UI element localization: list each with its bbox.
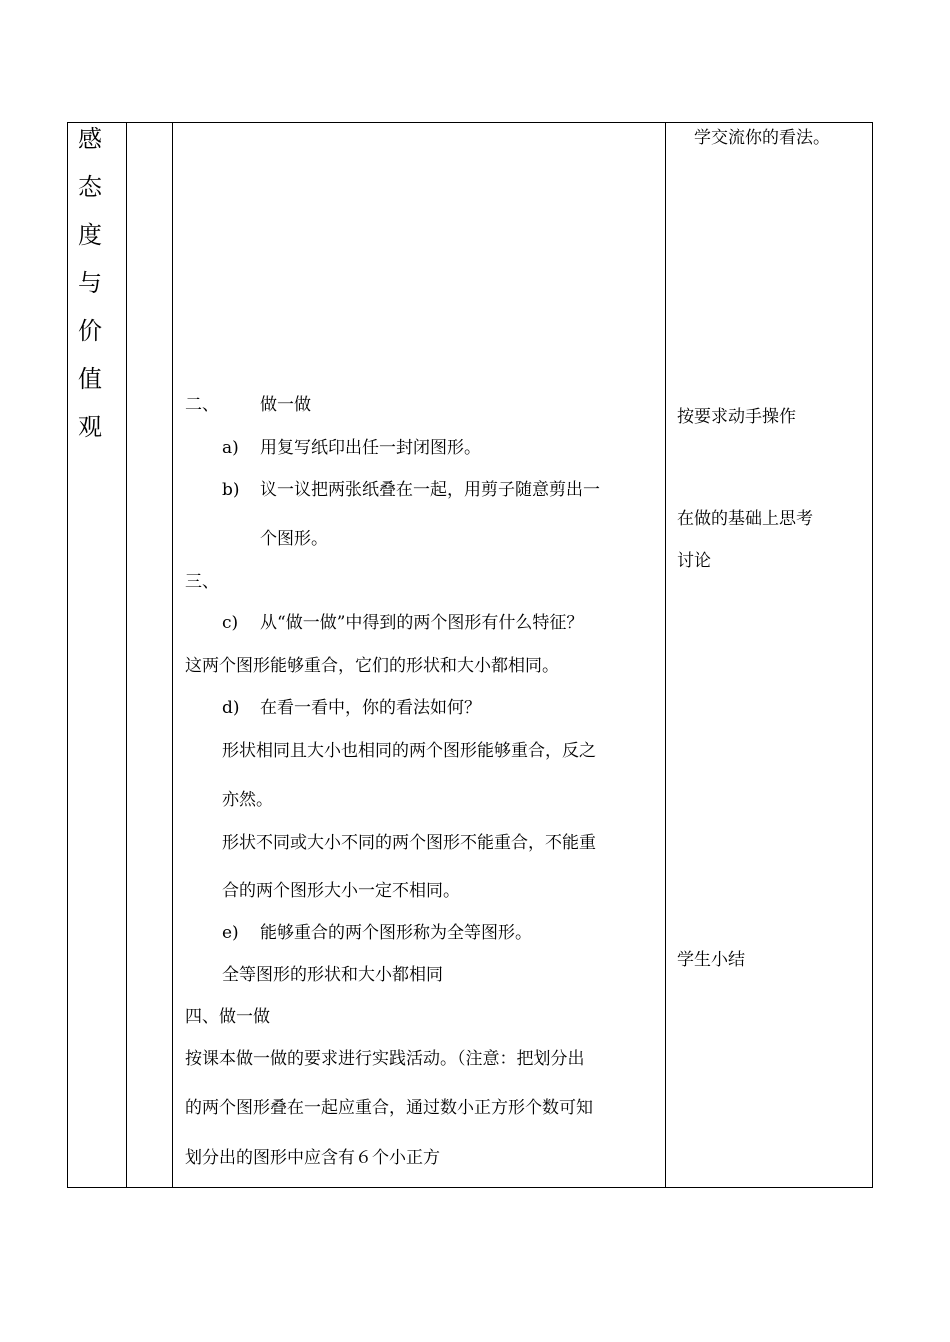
list-marker: e) xyxy=(222,923,239,943)
vertical-label-char: 感 xyxy=(78,125,102,153)
student-activity-note: 讨论 xyxy=(677,551,711,571)
answer-text: 形状不同或大小不同的两个图形不能重合，不能重 xyxy=(222,833,596,853)
student-activity-note: 按要求动手操作 xyxy=(677,407,796,427)
section-title: 做一做 xyxy=(260,395,311,415)
section-title: 四、做一做 xyxy=(185,1007,270,1027)
student-activity-note: 在做的基础上思考 xyxy=(677,509,813,529)
list-marker: c) xyxy=(222,613,239,633)
answer-text: 形状相同且大小也相同的两个图形能够重合，反之 xyxy=(222,741,596,761)
body-text: 按课本做一做的要求进行实践活动。（注意：把划分出 xyxy=(185,1049,585,1069)
column-divider xyxy=(172,122,173,1188)
student-activity-note: 学生小结 xyxy=(677,950,745,970)
vertical-label-char: 观 xyxy=(78,413,102,441)
list-item-text: 用复写纸印出任一封闭图形。 xyxy=(260,438,481,458)
column-divider xyxy=(126,122,127,1188)
vertical-label-char: 态 xyxy=(78,173,102,201)
body-text: 划分出的图形中应含有６个小正方 xyxy=(185,1148,440,1168)
lesson-table xyxy=(67,122,873,1188)
list-item-text: 能够重合的两个图形称为全等图形。 xyxy=(260,923,532,943)
list-marker: b) xyxy=(222,480,240,500)
answer-text: 这两个图形能够重合，它们的形状和大小都相同。 xyxy=(185,656,559,676)
list-item-text: 从“做一做”中得到的两个图形有什么特征？ xyxy=(260,613,584,633)
body-text: 的两个图形叠在一起应重合，通过数小正方形个数可知 xyxy=(185,1098,593,1118)
list-item-text: 议一议把两张纸叠在一起，用剪子随意剪出一 xyxy=(260,480,600,500)
column-divider xyxy=(665,122,666,1188)
section-number: 二、 xyxy=(185,395,219,415)
answer-text: 合的两个图形大小一定不相同。 xyxy=(222,881,460,901)
vertical-label-char: 度 xyxy=(78,221,102,249)
vertical-label-char: 价 xyxy=(78,317,102,345)
vertical-label-char: 值 xyxy=(78,365,102,393)
answer-text: 亦然。 xyxy=(222,790,273,810)
list-marker: a) xyxy=(222,438,239,458)
answer-text: 全等图形的形状和大小都相同 xyxy=(222,965,443,985)
list-marker: d) xyxy=(222,698,240,718)
section-number: 三、 xyxy=(185,572,219,592)
list-item-text: 个图形。 xyxy=(260,529,328,549)
vertical-label-char: 与 xyxy=(78,269,102,297)
student-activity-note: 学交流你的看法。 xyxy=(694,128,830,148)
list-item-text: 在看一看中，你的看法如何？ xyxy=(260,698,481,718)
